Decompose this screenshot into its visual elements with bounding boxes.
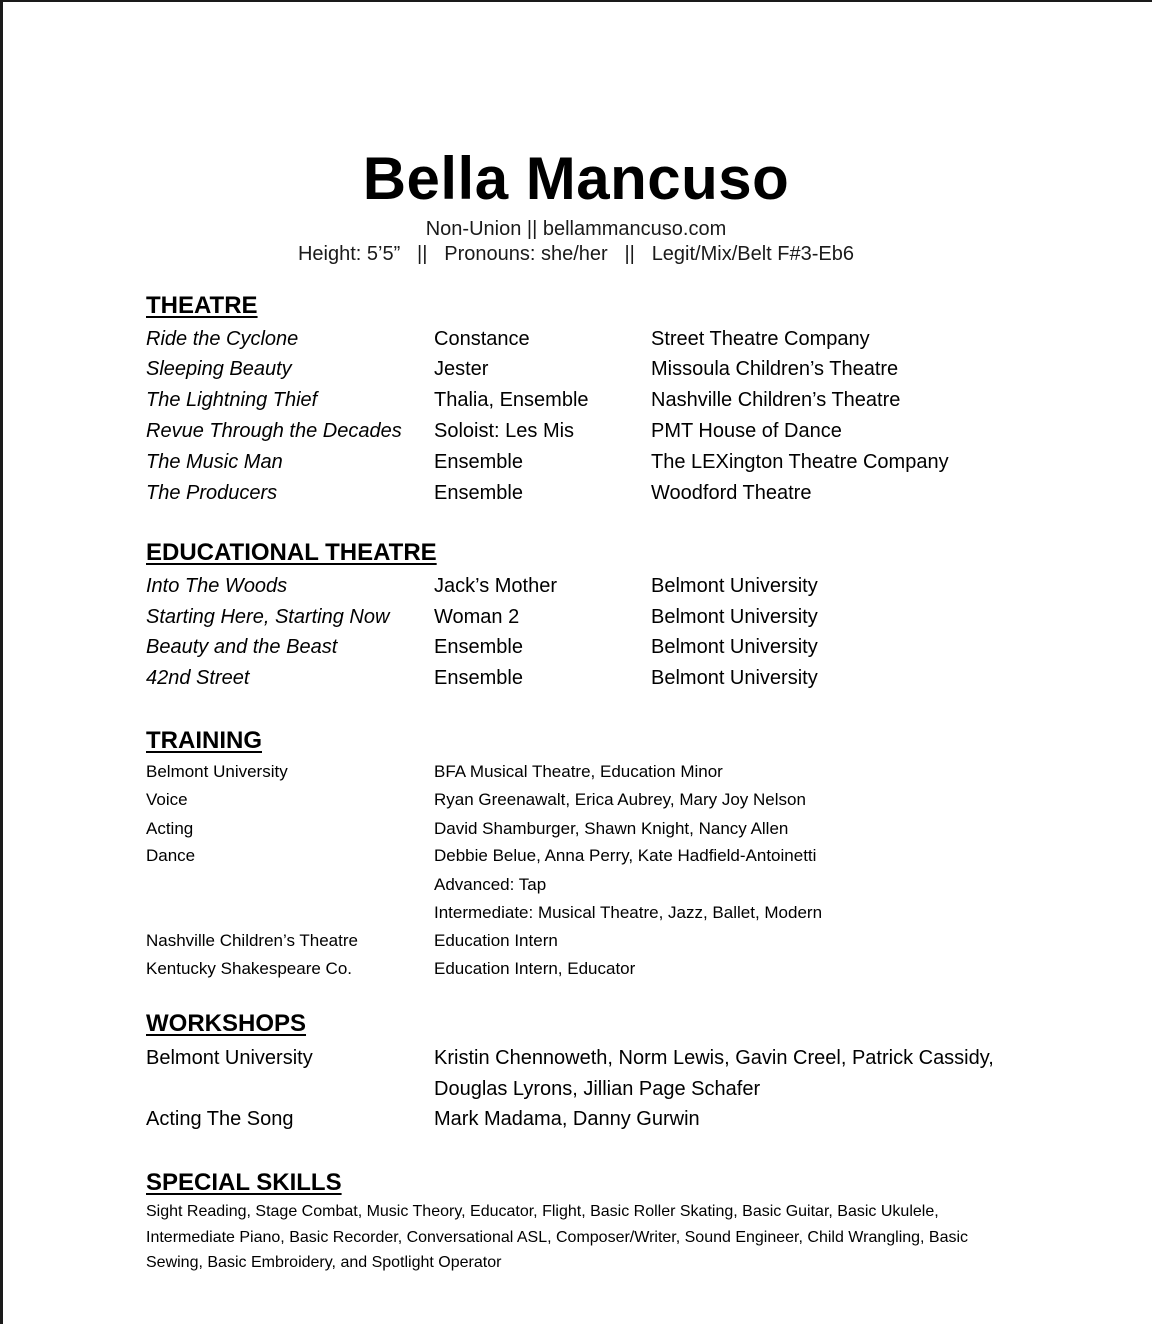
- training-label: Dance: [146, 846, 196, 865]
- special-skills-text: Sight Reading, Stage Combat, Music Theory, Educator, Flight, Basic Roller Skating, Basic Guitar, Basic Ukulele, Intermediate Piano, Basic Recorder, Conversational ASL, Composer/Writer, Sound Engineer, Child Wrangling, Basic Sewing, Basic Embroidery, and Spotlight Operator: [146, 1203, 969, 1271]
- training-label: Kentucky Shakespeare Co.: [146, 959, 353, 978]
- role: Ensemble: [434, 451, 523, 473]
- training-detail: David Shamburger, Shawn Knight, Nancy Allen: [434, 819, 789, 838]
- stats-line: [0, 242, 1152, 267]
- show-title: Beauty and the Beast: [146, 636, 338, 658]
- company: Belmont University: [651, 575, 818, 597]
- training-detail: Education Intern: [434, 931, 558, 950]
- role: Thalia, Ensemble: [434, 389, 589, 411]
- company: Nashville Children’s Theatre: [651, 389, 901, 411]
- show-title: Into The Woods: [146, 575, 288, 597]
- show-title: The Lightning Thief: [146, 389, 318, 411]
- workshop-detail: Douglas Lyrons, Jillian Page Schafer: [434, 1078, 761, 1100]
- special-skills-heading: SPECIAL SKILLS: [146, 1169, 342, 1196]
- separator: ||: [417, 243, 428, 265]
- actor-name: Bella Mancuso: [362, 145, 790, 212]
- role: Ensemble: [434, 482, 523, 504]
- voice-range-stat: Legit/Mix/Belt F#3-Eb6: [651, 243, 855, 265]
- company: PMT House of Dance: [651, 420, 842, 442]
- training-heading: TRAINING: [146, 727, 262, 754]
- company: The LEXington Theatre Company: [651, 451, 949, 473]
- training-detail: Intermediate: Musical Theatre, Jazz, Ballet, Modern: [434, 903, 823, 922]
- training-label: Acting: [146, 819, 194, 838]
- company: Belmont University: [651, 606, 818, 628]
- workshop-label: Acting The Song: [146, 1108, 294, 1130]
- role: Jack’s Mother: [434, 575, 558, 597]
- role: Ensemble: [434, 667, 523, 689]
- company: Belmont University: [651, 636, 818, 658]
- pronouns-stat: Pronouns: she/her: [444, 243, 608, 265]
- company: Street Theatre Company: [651, 328, 870, 350]
- workshops-heading: WORKSHOPS: [146, 1010, 307, 1037]
- union-website-line: Non-Union || bellammancuso.com: [425, 218, 727, 240]
- training-label: Nashville Children’s Theatre: [146, 931, 358, 950]
- role: Woman 2: [434, 606, 520, 628]
- show-title: The Producers: [146, 482, 278, 504]
- show-title: 42nd Street: [146, 667, 250, 689]
- company: Missoula Children’s Theatre: [651, 358, 899, 380]
- training-detail: Debbie Belue, Anna Perry, Kate Hadfield-Antoinetti: [434, 846, 817, 865]
- page-border-top: [0, 0, 1152, 2]
- role: Soloist: Les Mis: [434, 420, 575, 442]
- workshop-label: Belmont University: [146, 1047, 313, 1069]
- training-detail: Education Intern, Educator: [434, 959, 636, 978]
- height-stat: Height: 5’5”: [297, 243, 401, 265]
- role: Jester: [434, 358, 489, 380]
- role: Ensemble: [434, 636, 523, 658]
- show-title: The Music Man: [146, 451, 283, 473]
- role: Constance: [434, 328, 530, 350]
- training-detail: Ryan Greenawalt, Erica Aubrey, Mary Joy Nelson: [434, 790, 806, 809]
- educational-theatre-heading: EDUCATIONAL THEATRE: [146, 539, 437, 566]
- company: Belmont University: [651, 667, 818, 689]
- company: Woodford Theatre: [651, 482, 812, 504]
- theatre-heading: THEATRE: [146, 292, 258, 319]
- workshop-detail: Mark Madama, Danny Gurwin: [434, 1108, 700, 1130]
- separator: ||: [624, 243, 635, 265]
- training-detail: BFA Musical Theatre, Education Minor: [434, 762, 723, 781]
- training-label: Voice: [146, 790, 188, 809]
- show-title: Revue Through the Decades: [146, 420, 402, 442]
- show-title: Sleeping Beauty: [146, 358, 292, 380]
- training-label: Belmont University: [146, 762, 288, 781]
- show-title: Starting Here, Starting Now: [146, 606, 390, 628]
- training-detail: Advanced: Tap: [434, 875, 547, 894]
- show-title: Ride the Cyclone: [146, 328, 299, 350]
- workshop-detail: Kristin Chennoweth, Norm Lewis, Gavin Creel, Patrick Cassidy,: [434, 1047, 994, 1069]
